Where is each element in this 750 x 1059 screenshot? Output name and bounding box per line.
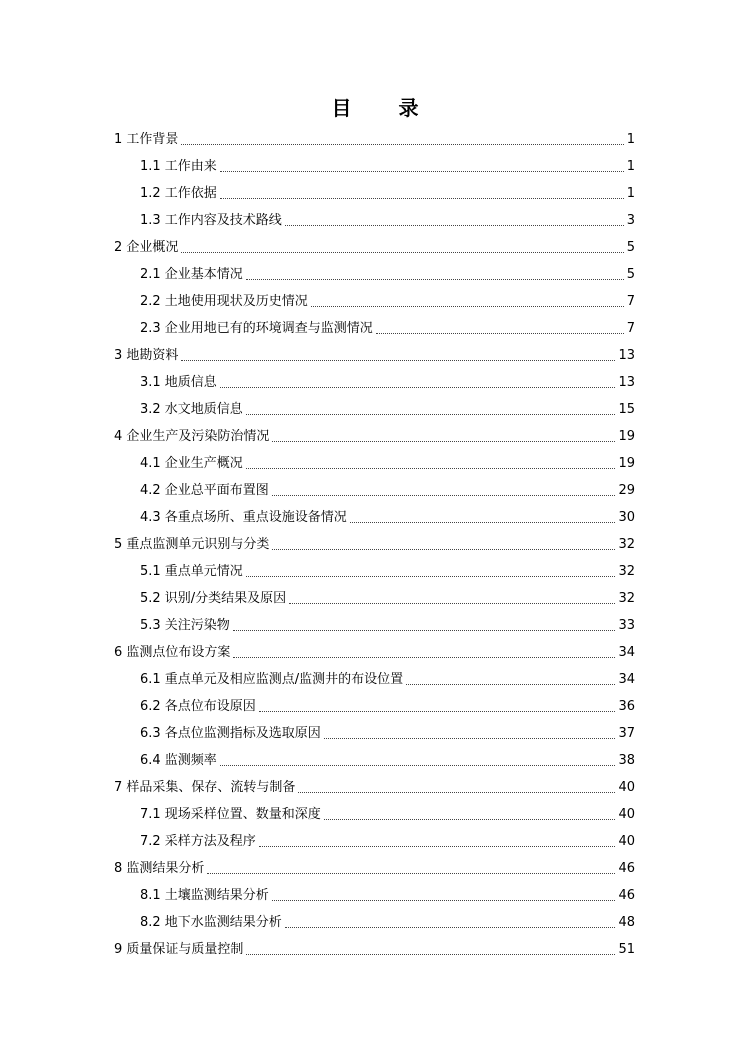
toc-entry-label: 2.2 土地使用现状及历史情况 xyxy=(140,294,308,309)
toc-entry-label: 2.1 企业基本情况 xyxy=(140,267,243,282)
toc-entry-label: 1.2 工作依据 xyxy=(140,186,217,201)
toc-entry-page-number: 32 xyxy=(618,591,635,606)
toc-leader-dots xyxy=(246,468,616,469)
toc-leader-dots xyxy=(272,441,615,442)
toc-entry[interactable] xyxy=(140,888,635,904)
toc-entry-page-number: 29 xyxy=(618,483,635,498)
toc-title: 目 录 xyxy=(331,96,439,120)
toc-entry-page-number: 1 xyxy=(626,186,635,201)
toc-entry-page-number: 5 xyxy=(626,267,635,282)
toc-entry[interactable] xyxy=(140,186,635,202)
toc-entry-label: 1.1 工作由来 xyxy=(140,159,217,174)
toc-entry-label: 8 监测结果分析 xyxy=(114,861,205,876)
toc-entry-page-number: 46 xyxy=(618,888,635,903)
toc-entry-page-number: 32 xyxy=(618,537,635,552)
toc-entry-label: 4.3 各重点场所、重点设施设备情况 xyxy=(140,510,347,525)
toc-entry-page-number: 40 xyxy=(618,834,635,849)
toc-leader-dots xyxy=(324,738,616,739)
toc-entry[interactable] xyxy=(140,159,635,175)
toc-entry[interactable] xyxy=(140,915,635,931)
toc-entry-label: 5.1 重点单元情况 xyxy=(140,564,243,579)
toc-leader-dots xyxy=(324,819,616,820)
toc-entry[interactable] xyxy=(140,834,635,850)
toc-entry[interactable] xyxy=(140,726,635,742)
toc-entry[interactable] xyxy=(114,942,635,958)
toc-leader-dots xyxy=(285,927,616,928)
toc-leader-dots xyxy=(259,711,616,712)
toc-entry-page-number: 19 xyxy=(618,456,635,471)
toc-entry-page-number: 1 xyxy=(626,159,635,174)
toc-entry[interactable] xyxy=(140,375,635,391)
toc-entry[interactable] xyxy=(114,645,635,661)
toc-entry[interactable] xyxy=(140,807,635,823)
toc-leader-dots xyxy=(298,792,615,793)
toc-entry-page-number: 19 xyxy=(618,429,635,444)
toc-entry[interactable] xyxy=(140,753,635,769)
toc-entry-label: 7.1 现场采样位置、数量和深度 xyxy=(140,807,321,822)
toc-entry-label: 6.4 监测频率 xyxy=(140,753,217,768)
toc-leader-dots xyxy=(376,333,624,334)
toc-entry-page-number: 40 xyxy=(618,780,635,795)
toc-entry-page-number: 1 xyxy=(626,132,635,147)
toc-entry[interactable] xyxy=(114,429,635,445)
toc-entry-label: 7 样品采集、保存、流转与制备 xyxy=(114,780,296,795)
toc-entry-label: 5.3 关注污染物 xyxy=(140,618,230,633)
toc-entry-page-number: 33 xyxy=(618,618,635,633)
toc-entry[interactable] xyxy=(114,537,635,553)
toc-entry-page-number: 30 xyxy=(618,510,635,525)
toc-entry-label: 3 地勘资料 xyxy=(114,348,179,363)
toc-entry[interactable] xyxy=(140,402,635,418)
toc-entry[interactable] xyxy=(140,213,635,229)
toc-leader-dots xyxy=(246,954,615,955)
toc-leader-dots xyxy=(246,576,616,577)
toc-entry[interactable] xyxy=(114,348,635,364)
toc-leader-dots xyxy=(181,144,623,145)
toc-entry-label: 4.2 企业总平面布置图 xyxy=(140,483,269,498)
toc-leader-dots xyxy=(406,684,615,685)
toc-entry[interactable] xyxy=(114,240,635,256)
toc-entry-page-number: 48 xyxy=(618,915,635,930)
toc-entry-page-number: 7 xyxy=(626,294,635,309)
toc-leader-dots xyxy=(350,522,616,523)
toc-leader-dots xyxy=(285,225,624,226)
toc-leader-dots xyxy=(246,279,624,280)
toc-entry-label: 6.3 各点位监测指标及选取原因 xyxy=(140,726,321,741)
toc-entry-page-number: 38 xyxy=(618,753,635,768)
toc-entry-label: 2 企业概况 xyxy=(114,240,179,255)
toc-entry[interactable] xyxy=(140,294,635,310)
toc-entry[interactable] xyxy=(114,861,635,877)
toc-leader-dots xyxy=(207,873,615,874)
toc-entry-label: 4 企业生产及污染防治情况 xyxy=(114,429,270,444)
toc-entry-page-number: 3 xyxy=(626,213,635,228)
toc-leader-dots xyxy=(220,198,624,199)
toc-entry-label: 9 质量保证与质量控制 xyxy=(114,942,244,957)
toc-leader-dots xyxy=(311,306,624,307)
toc-leader-dots xyxy=(220,765,616,766)
toc-leader-dots xyxy=(233,630,616,631)
toc-entry-page-number: 36 xyxy=(618,699,635,714)
toc-leader-dots xyxy=(181,360,615,361)
toc-entry-page-number: 34 xyxy=(618,672,635,687)
toc-entry-page-number: 5 xyxy=(626,240,635,255)
toc-entry-page-number: 13 xyxy=(618,348,635,363)
toc-leader-dots xyxy=(272,495,616,496)
toc-entry-page-number: 15 xyxy=(618,402,635,417)
toc-entry[interactable] xyxy=(140,672,635,688)
toc-leader-dots xyxy=(233,657,615,658)
toc-entry-label: 3.1 地质信息 xyxy=(140,375,217,390)
toc-leader-dots xyxy=(181,252,623,253)
toc-entry-page-number: 46 xyxy=(618,861,635,876)
toc-entry-page-number: 34 xyxy=(618,645,635,660)
toc-entry[interactable] xyxy=(140,591,635,607)
toc-entry-label: 1.3 工作内容及技术路线 xyxy=(140,213,282,228)
toc-entry-page-number: 7 xyxy=(626,321,635,336)
toc-entry[interactable] xyxy=(140,699,635,715)
toc-leader-dots xyxy=(272,549,615,550)
toc-entry-page-number: 13 xyxy=(618,375,635,390)
toc-entry-label: 6.2 各点位布设原因 xyxy=(140,699,256,714)
toc-leader-dots xyxy=(289,603,615,604)
toc-entry[interactable] xyxy=(140,483,635,499)
toc-leader-dots xyxy=(259,846,616,847)
toc-entry-label: 1 工作背景 xyxy=(114,132,179,147)
toc-entry-page-number: 40 xyxy=(618,807,635,822)
toc-entry-label: 7.2 采样方法及程序 xyxy=(140,834,256,849)
toc-entry-page-number: 37 xyxy=(618,726,635,741)
toc-entry[interactable] xyxy=(140,321,635,337)
toc-entry[interactable] xyxy=(114,132,635,148)
toc-entry-label: 8.2 地下水监测结果分析 xyxy=(140,915,282,930)
toc-entry-page-number: 32 xyxy=(618,564,635,579)
toc-leader-dots xyxy=(246,414,616,415)
toc-leader-dots xyxy=(220,171,624,172)
toc-entry[interactable] xyxy=(140,618,635,634)
toc-entry-label: 6 监测点位布设方案 xyxy=(114,645,231,660)
toc-entry-label: 3.2 水文地质信息 xyxy=(140,402,243,417)
toc-entry-label: 2.3 企业用地已有的环境调查与监测情况 xyxy=(140,321,373,336)
toc-entry[interactable] xyxy=(140,510,635,526)
toc-entry[interactable] xyxy=(114,780,635,796)
toc-entry-label: 8.1 土壤监测结果分析 xyxy=(140,888,269,903)
toc-entry-page-number: 51 xyxy=(618,942,635,957)
toc-entry[interactable] xyxy=(140,456,635,472)
toc-entry-label: 5.2 识别/分类结果及原因 xyxy=(140,591,287,606)
toc-entry-label: 5 重点监测单元识别与分类 xyxy=(114,537,270,552)
toc-leader-dots xyxy=(272,900,616,901)
toc-entry-label: 6.1 重点单元及相应监测点/监测井的布设位置 xyxy=(140,672,404,687)
toc-leader-dots xyxy=(220,387,616,388)
toc-entry-label: 4.1 企业生产概况 xyxy=(140,456,243,471)
toc-entry[interactable] xyxy=(140,267,635,283)
toc-entry[interactable] xyxy=(140,564,635,580)
